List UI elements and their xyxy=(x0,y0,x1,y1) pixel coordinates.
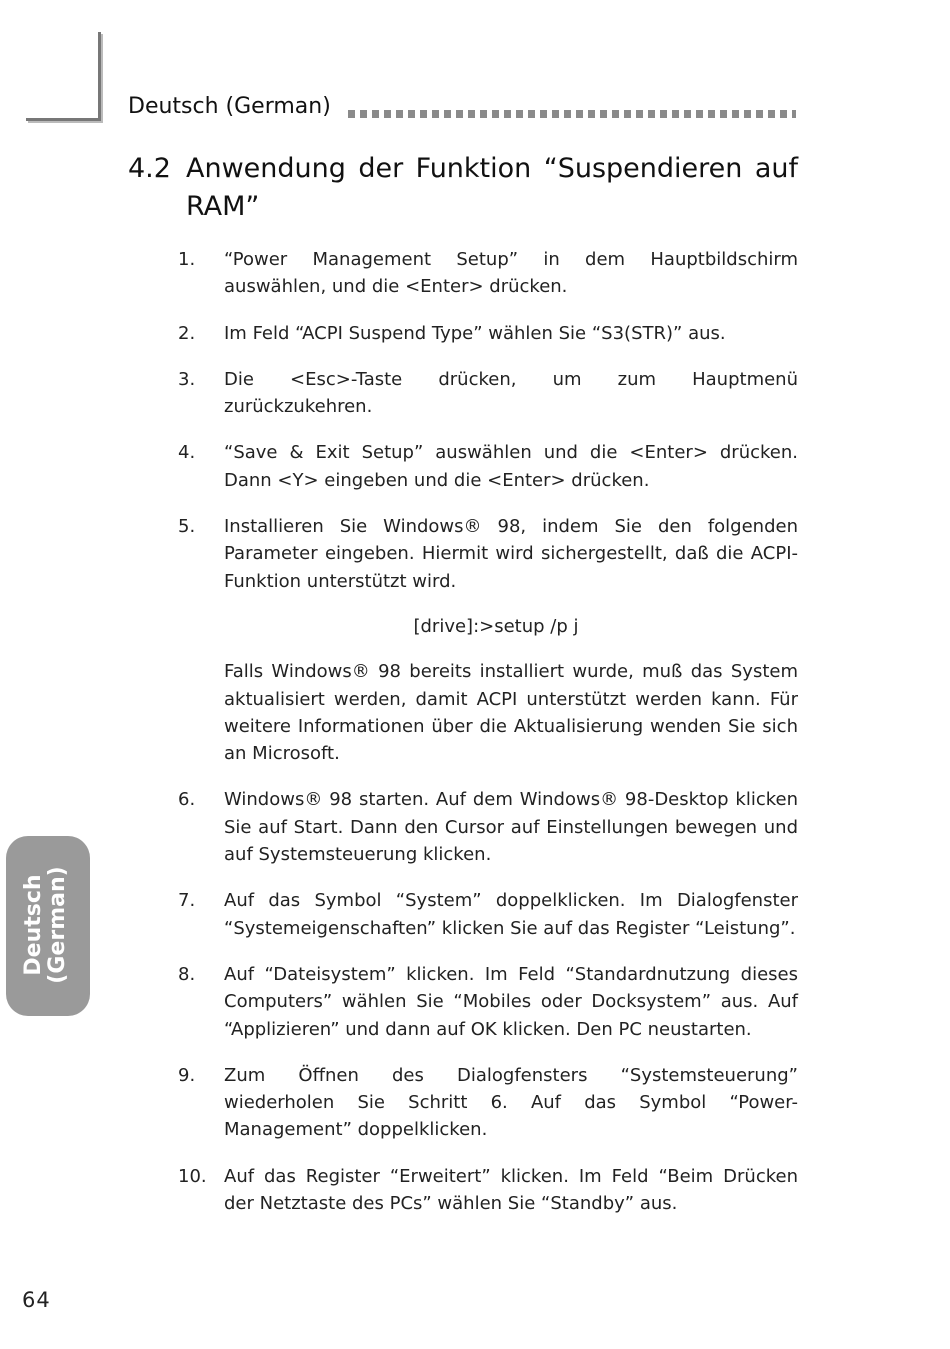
page-number: 64 xyxy=(22,1288,51,1312)
corner-mark-vertical xyxy=(98,32,101,120)
heading-number: 4.2 xyxy=(128,153,171,184)
language-tab-line-1: Deutsch xyxy=(21,874,46,976)
list-item xyxy=(178,513,798,767)
step-text: Zum Öffnen des Dialogfensters “Systemsteuerung” wiederholen Sie Schritt 6. Auf das Symbol “Power-Management” doppelklicken. xyxy=(224,1064,798,1141)
dotted-rule xyxy=(348,110,796,118)
language-tab-label xyxy=(22,866,70,983)
list-item xyxy=(178,366,798,421)
step-number: 10. xyxy=(178,1165,207,1187)
step-number: 7. xyxy=(178,890,196,912)
list-item xyxy=(178,1163,798,1218)
list-item xyxy=(178,246,798,301)
list-item xyxy=(178,961,798,1043)
step-number: 1. xyxy=(178,249,196,270)
step-text: Auf das Register “Erweitert” klicken. Im Feld “Beim Drücken der Netztaste des PCs” wählen Sie “Standby” aus. xyxy=(224,1165,798,1215)
step-number: 3. xyxy=(178,368,196,390)
step-text: Die <Esc>-Taste drücken, um zum Hauptmenü zurückzukehren. xyxy=(224,368,798,418)
section-heading xyxy=(128,150,798,226)
instruction-list xyxy=(178,246,798,1236)
step-text: “Save & Exit Setup” auswählen und die <Enter> drücken. Dann <Y> eingeben und die <Enter> drücken. xyxy=(224,442,798,491)
step-text: Auf “Dateisystem” klicken. Im Feld “Standardnutzung dieses Computers” wählen Sie “Mobiles oder Docksystem” aus. Auf “Applizieren” und dann auf OK klicken. Den PC neustarten. xyxy=(224,963,798,1040)
heading-title: Anwendung der Funktion “Suspendieren auf RAM” xyxy=(186,153,798,222)
step-number: 8. xyxy=(178,963,196,985)
step-number: 6. xyxy=(178,789,196,811)
list-item xyxy=(178,786,798,868)
step-text: Installieren Sie Windows® 98, indem Sie den folgenden Parameter eingeben. Hiermit wird sichergestellt, daß die ACPI-Funktion unterstützt wird. xyxy=(224,516,798,592)
list-item xyxy=(178,887,798,942)
language-tab-line-2: (German) xyxy=(45,866,70,984)
list-item xyxy=(178,439,798,494)
step-text: Im Feld “ACPI Suspend Type” wählen Sie “S3(STR)” aus. xyxy=(224,322,726,344)
step-number: 9. xyxy=(178,1064,196,1086)
step-number: 4. xyxy=(178,442,196,464)
setup-command: [drive]:>setup /p j xyxy=(413,615,579,637)
step-note: Falls Windows® 98 bereits installiert wurde, muß das System aktualisiert werden, damit ACPI unterstützt werden kann. Für weitere Informationen über die Aktualisierung wenden Sie sich an Microsoft. xyxy=(224,661,798,765)
step-text: “Power Management Setup” in dem Hauptbildschirm auswählen, und die <Enter> drücken. xyxy=(224,249,798,298)
step-number: 5. xyxy=(178,516,196,538)
step-text: Auf das Symbol “System” doppelklicken. Im Dialogfenster “Systemeigenschaften” klicken Sie auf das Register “Leistung”. xyxy=(224,890,798,939)
section-label: Deutsch (German) xyxy=(128,94,331,119)
list-item xyxy=(178,320,798,347)
step-number: 2. xyxy=(178,322,196,344)
corner-mark-horizontal xyxy=(26,118,101,121)
list-item xyxy=(178,1062,798,1144)
step-text: Windows® 98 starten. Auf dem Windows® 98-Desktop klicken Sie auf Start. Dann den Cursor auf Einstellungen bewegen und auf Systemsteuerung klicken. xyxy=(224,789,798,866)
